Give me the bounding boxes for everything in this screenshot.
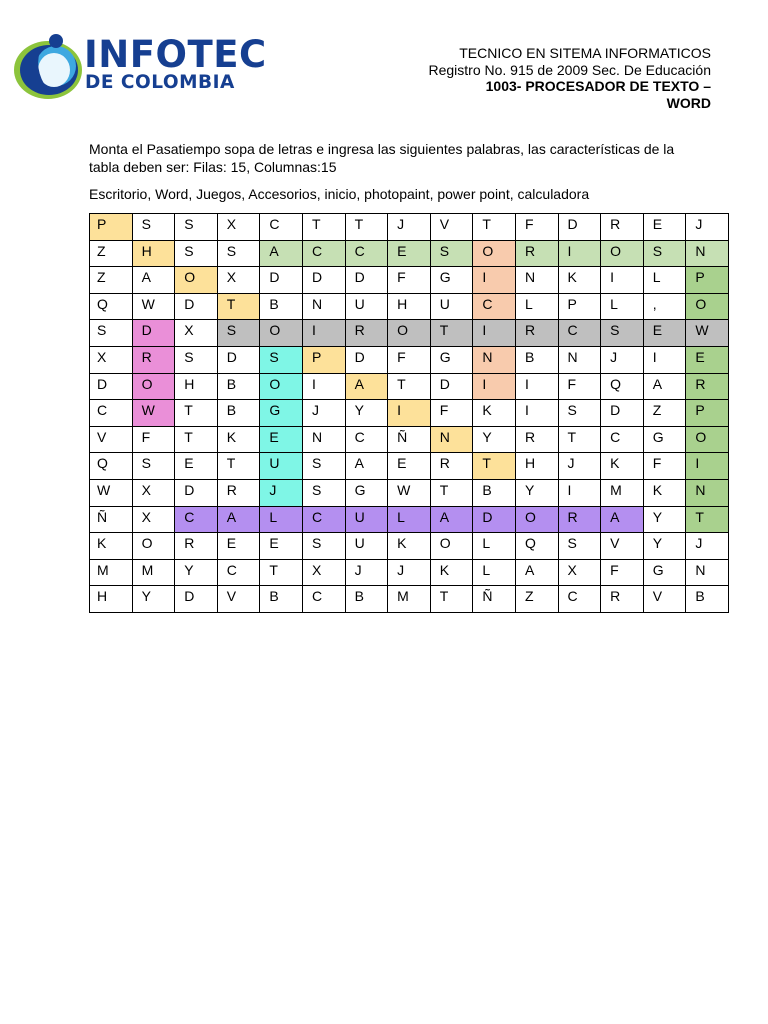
grid-cell: E (643, 320, 686, 347)
grid-cell: L (515, 293, 558, 320)
grid-cell: R (686, 373, 729, 400)
grid-cell: O (430, 533, 473, 560)
grid-cell: G (643, 426, 686, 453)
grid-cell: D (132, 320, 175, 347)
grid-cell: N (302, 293, 345, 320)
grid-cell: Ñ (388, 426, 431, 453)
grid-cell: B (260, 586, 303, 613)
grid-cell: F (430, 400, 473, 427)
grid-cell: C (175, 506, 218, 533)
grid-cell: A (217, 506, 260, 533)
grid-cell: J (260, 479, 303, 506)
grid-row (90, 586, 729, 613)
grid-cell: L (260, 506, 303, 533)
grid-cell: K (601, 453, 644, 480)
grid-cell: H (388, 293, 431, 320)
grid-cell: X (90, 346, 133, 373)
grid-cell: T (388, 373, 431, 400)
grid-cell: A (260, 240, 303, 267)
grid-cell: Z (515, 586, 558, 613)
grid-cell: C (558, 586, 601, 613)
grid-cell: Z (643, 400, 686, 427)
grid-cell: N (430, 426, 473, 453)
grid-cell: O (686, 426, 729, 453)
grid-cell: G (260, 400, 303, 427)
grid-cell: R (345, 320, 388, 347)
grid-cell: Z (90, 240, 133, 267)
grid-cell: D (345, 267, 388, 294)
grid-cell: I (558, 240, 601, 267)
grid-cell: J (558, 453, 601, 480)
grid-cell: M (90, 559, 133, 586)
grid-cell: W (90, 479, 133, 506)
grid-cell: R (217, 479, 260, 506)
grid-cell: O (388, 320, 431, 347)
grid-cell: U (260, 453, 303, 480)
grid-cell: D (302, 267, 345, 294)
grid-cell: D (175, 293, 218, 320)
grid-cell: T (430, 320, 473, 347)
grid-cell: R (430, 453, 473, 480)
grid-row (90, 400, 729, 427)
grid-cell: D (430, 373, 473, 400)
grid-cell: T (175, 426, 218, 453)
logo-subtitle: DE COLOMBIA (85, 72, 235, 93)
grid-cell: S (175, 240, 218, 267)
grid-cell: G (643, 559, 686, 586)
grid-cell: U (345, 506, 388, 533)
grid-cell: D (175, 586, 218, 613)
grid-cell: F (643, 453, 686, 480)
grid-cell: J (345, 559, 388, 586)
grid-cell: J (388, 559, 431, 586)
grid-cell: T (217, 293, 260, 320)
grid-cell: R (601, 214, 644, 241)
grid-cell: B (345, 586, 388, 613)
grid-cell: Y (643, 506, 686, 533)
grid-cell: V (601, 533, 644, 560)
grid-cell: Q (601, 373, 644, 400)
grid-cell: F (515, 214, 558, 241)
grid-cell: W (132, 293, 175, 320)
grid-cell: K (473, 400, 516, 427)
grid-cell: C (302, 586, 345, 613)
grid-cell: P (302, 346, 345, 373)
grid-cell: P (90, 214, 133, 241)
grid-row (90, 267, 729, 294)
grid-cell: S (132, 214, 175, 241)
grid-row (90, 506, 729, 533)
grid-cell: C (345, 240, 388, 267)
grid-cell: X (217, 214, 260, 241)
grid-cell: N (515, 267, 558, 294)
header-course-cont: WORD (666, 94, 711, 111)
grid-cell: I (515, 400, 558, 427)
grid-cell: N (686, 559, 729, 586)
grid-cell: E (217, 533, 260, 560)
grid-row (90, 240, 729, 267)
grid-cell: J (686, 533, 729, 560)
infotec-globe-icon (12, 32, 88, 102)
grid-cell: C (260, 214, 303, 241)
grid-cell: S (217, 240, 260, 267)
grid-row (90, 373, 729, 400)
grid-cell: O (260, 320, 303, 347)
grid-cell: M (132, 559, 175, 586)
grid-cell: C (558, 320, 601, 347)
grid-row (90, 293, 729, 320)
grid-cell: K (558, 267, 601, 294)
grid-cell: T (175, 400, 218, 427)
grid-cell: L (643, 267, 686, 294)
grid-cell: E (643, 214, 686, 241)
grid-cell: R (515, 320, 558, 347)
grid-cell: O (515, 506, 558, 533)
grid-row (90, 453, 729, 480)
grid-cell: C (90, 400, 133, 427)
grid-row (90, 426, 729, 453)
grid-cell: A (132, 267, 175, 294)
grid-cell: I (473, 320, 516, 347)
grid-row (90, 214, 729, 241)
grid-cell: I (515, 373, 558, 400)
grid-cell: W (132, 400, 175, 427)
grid-cell: S (260, 346, 303, 373)
grid-cell: P (558, 293, 601, 320)
grid-cell: T (686, 506, 729, 533)
grid-cell: Ñ (473, 586, 516, 613)
grid-cell: L (473, 533, 516, 560)
grid-cell: S (175, 346, 218, 373)
grid-cell: I (558, 479, 601, 506)
grid-cell: L (473, 559, 516, 586)
grid-cell: Y (473, 426, 516, 453)
grid-cell: A (430, 506, 473, 533)
grid-cell: C (217, 559, 260, 586)
grid-cell: V (430, 214, 473, 241)
grid-cell: E (388, 240, 431, 267)
grid-cell: N (686, 240, 729, 267)
grid-cell: M (601, 479, 644, 506)
grid-cell: A (345, 453, 388, 480)
grid-cell: K (217, 426, 260, 453)
grid-cell: I (473, 373, 516, 400)
grid-cell: T (217, 453, 260, 480)
grid-cell: R (601, 586, 644, 613)
grid-cell: S (430, 240, 473, 267)
grid-cell: O (601, 240, 644, 267)
grid-cell: T (260, 559, 303, 586)
grid-cell: R (132, 346, 175, 373)
grid-cell: D (601, 400, 644, 427)
grid-cell: B (473, 479, 516, 506)
grid-cell: S (302, 533, 345, 560)
grid-cell: Y (643, 533, 686, 560)
grid-cell: S (175, 214, 218, 241)
grid-cell: Z (90, 267, 133, 294)
instructions-text: Monta el Pasatiempo sopa de letras e ingresa las siguientes palabras, las características de la tabla deben ser: Filas: 15, Columnas:15 (89, 141, 675, 175)
document-header (311, 45, 711, 111)
grid-cell: H (175, 373, 218, 400)
grid-cell: G (430, 267, 473, 294)
grid-cell: X (175, 320, 218, 347)
grid-cell: H (90, 586, 133, 613)
grid-cell: L (601, 293, 644, 320)
grid-row (90, 479, 729, 506)
grid-row (90, 320, 729, 347)
grid-cell: I (643, 346, 686, 373)
header-registry: Registro No. 915 de 2009 Sec. De Educación (428, 61, 711, 78)
grid-cell: W (388, 479, 431, 506)
grid-cell: Q (90, 293, 133, 320)
grid-cell: O (473, 240, 516, 267)
grid-cell: T (558, 426, 601, 453)
grid-cell: F (132, 426, 175, 453)
word-search-grid (89, 213, 729, 613)
grid-cell: S (558, 533, 601, 560)
grid-cell: J (686, 214, 729, 241)
grid-cell: D (473, 506, 516, 533)
grid-cell: F (388, 267, 431, 294)
grid-cell: H (515, 453, 558, 480)
grid-cell: S (643, 240, 686, 267)
grid-cell: C (302, 240, 345, 267)
grid-cell: Y (515, 479, 558, 506)
grid-cell: W (686, 320, 729, 347)
grid-cell: E (388, 453, 431, 480)
grid-cell: N (473, 346, 516, 373)
grid-cell: B (260, 293, 303, 320)
grid-cell: C (473, 293, 516, 320)
grid-cell: T (473, 214, 516, 241)
grid-cell: V (90, 426, 133, 453)
grid-cell: K (430, 559, 473, 586)
grid-cell: B (515, 346, 558, 373)
grid-cell: T (302, 214, 345, 241)
grid-cell: A (515, 559, 558, 586)
grid-cell: G (430, 346, 473, 373)
grid-cell: S (302, 453, 345, 480)
grid-cell: T (430, 586, 473, 613)
grid-cell: Q (90, 453, 133, 480)
grid-cell: Y (345, 400, 388, 427)
grid-cell: S (90, 320, 133, 347)
grid-cell: X (558, 559, 601, 586)
grid-cell: X (132, 506, 175, 533)
grid-cell: C (345, 426, 388, 453)
word-list: Escritorio, Word, Juegos, Accesorios, inicio, photopaint, power point, calculadora (89, 186, 590, 202)
grid-cell: T (473, 453, 516, 480)
grid-cell: D (260, 267, 303, 294)
grid-cell: S (601, 320, 644, 347)
grid-cell: O (132, 533, 175, 560)
grid-cell: V (217, 586, 260, 613)
grid-cell: P (686, 267, 729, 294)
grid-cell: Y (132, 586, 175, 613)
grid-cell: M (388, 586, 431, 613)
grid-cell: R (515, 426, 558, 453)
grid-cell: X (132, 479, 175, 506)
grid-cell: I (388, 400, 431, 427)
grid-cell: K (643, 479, 686, 506)
grid-row (90, 346, 729, 373)
grid-cell: T (345, 214, 388, 241)
grid-cell: B (217, 400, 260, 427)
grid-cell: R (558, 506, 601, 533)
grid-cell: R (515, 240, 558, 267)
grid-cell: N (302, 426, 345, 453)
header-program: TECNICO EN SITEMA INFORMATICOS (459, 45, 711, 61)
grid-cell: S (217, 320, 260, 347)
grid-cell: E (260, 426, 303, 453)
grid-cell: K (90, 533, 133, 560)
grid-cell: I (601, 267, 644, 294)
logo-title: INFOTEC (84, 33, 267, 76)
infotec-logo (12, 32, 267, 102)
grid-cell: N (686, 479, 729, 506)
grid-cell: G (345, 479, 388, 506)
grid-cell: O (686, 293, 729, 320)
grid-cell: S (132, 453, 175, 480)
grid-cell: D (217, 346, 260, 373)
grid-cell: U (345, 533, 388, 560)
grid-cell: E (260, 533, 303, 560)
header-course: 1003- PROCESADOR DE TEXTO – (485, 78, 711, 94)
grid-cell: , (643, 293, 686, 320)
grid-cell: F (388, 346, 431, 373)
grid-cell: N (558, 346, 601, 373)
grid-cell: Q (515, 533, 558, 560)
grid-cell: F (558, 373, 601, 400)
grid-cell: Ñ (90, 506, 133, 533)
grid-row (90, 533, 729, 560)
grid-cell: Y (175, 559, 218, 586)
grid-cell: X (302, 559, 345, 586)
grid-cell: J (601, 346, 644, 373)
grid-cell: D (175, 479, 218, 506)
grid-cell: C (601, 426, 644, 453)
grid-cell: S (302, 479, 345, 506)
grid-cell: R (175, 533, 218, 560)
grid-cell: L (388, 506, 431, 533)
grid-cell: I (302, 320, 345, 347)
grid-cell: U (345, 293, 388, 320)
grid-row (90, 559, 729, 586)
grid-cell: O (260, 373, 303, 400)
grid-cell: J (388, 214, 431, 241)
grid-cell: I (302, 373, 345, 400)
grid-cell: V (643, 586, 686, 613)
grid-cell: S (558, 400, 601, 427)
grid-cell: F (601, 559, 644, 586)
grid-cell: B (217, 373, 260, 400)
grid-cell: A (601, 506, 644, 533)
grid-cell: H (132, 240, 175, 267)
grid-cell: I (473, 267, 516, 294)
grid-cell: A (643, 373, 686, 400)
grid-cell: J (302, 400, 345, 427)
grid-cell: O (175, 267, 218, 294)
grid-cell: U (430, 293, 473, 320)
grid-cell: P (686, 400, 729, 427)
grid-cell: O (132, 373, 175, 400)
grid-cell: E (175, 453, 218, 480)
grid-cell: C (302, 506, 345, 533)
grid-cell: I (686, 453, 729, 480)
grid-cell: D (345, 346, 388, 373)
grid-cell: D (558, 214, 601, 241)
grid-cell: K (388, 533, 431, 560)
grid-cell: D (90, 373, 133, 400)
grid-cell: T (430, 479, 473, 506)
grid-cell: A (345, 373, 388, 400)
grid-cell: B (686, 586, 729, 613)
grid-cell: X (217, 267, 260, 294)
grid-cell: E (686, 346, 729, 373)
